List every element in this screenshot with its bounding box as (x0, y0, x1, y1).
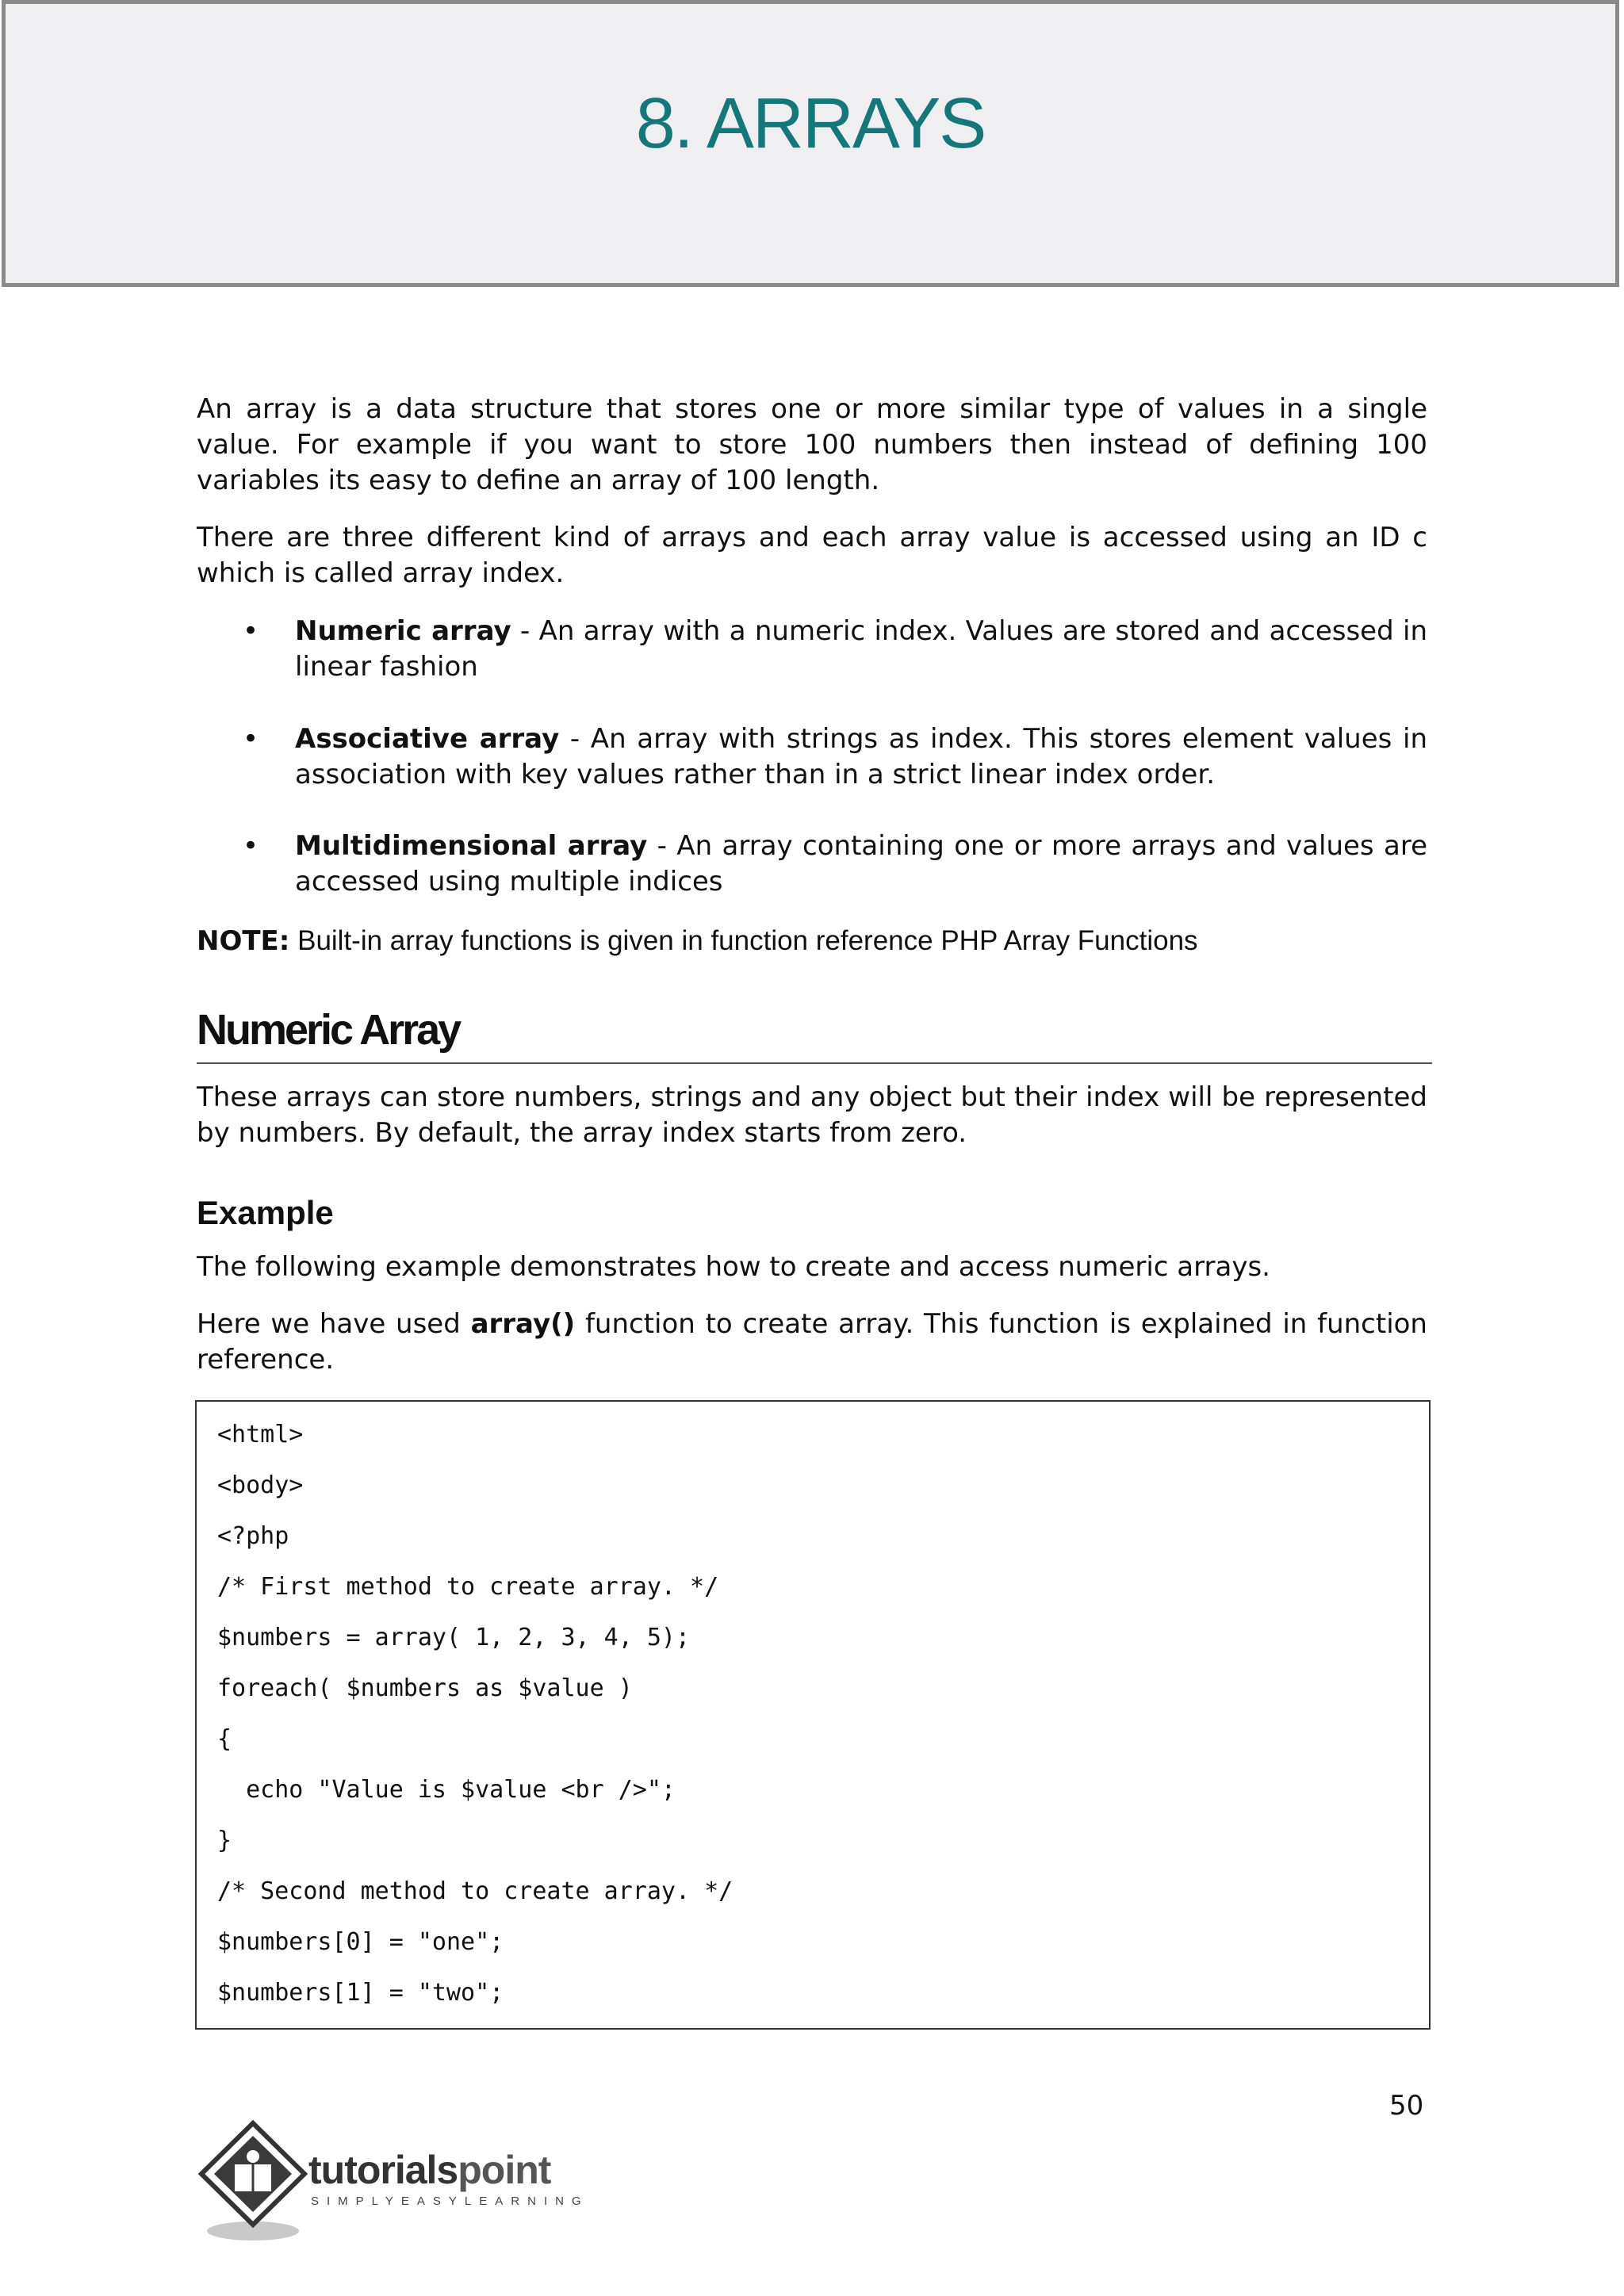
code-line: <html> (217, 1421, 304, 1448)
example-heading: Example (197, 1194, 334, 1231)
logo-brand-a: tutorials (308, 2148, 458, 2192)
section-paragraph: These arrays can store numbers, strings and any object but their index will be represented by numbers. By default, the array index starts from zero. (197, 1081, 1427, 1149)
bullet-term: Associative array (295, 723, 560, 755)
code-block (195, 1400, 1431, 2030)
intro-paragraph-1: An array is a data structure that stores one or more similar type of values in a single value. For example if you want to store 100 numbers then instead of defining 100 variables its easy to define an array of 100 length. (197, 393, 1427, 496)
code-line: $numbers = array( 1, 2, 3, 4, 5); (217, 1624, 691, 1651)
code-line: <?php (217, 1522, 289, 1550)
bullet-desc: - An array with a numeric index. Values are stored and accessed in linear fashion (295, 615, 1427, 683)
code-line: { (217, 1725, 232, 1753)
logo-wordmark (308, 2147, 550, 2193)
bullet-icon: • (243, 723, 259, 755)
code-line: $numbers[1] = "two"; (217, 1979, 504, 2007)
code-line: /* First method to create array. */ (217, 1573, 719, 1601)
code-line: } (217, 1827, 232, 1854)
example-paragraph-2 (197, 1307, 1427, 1378)
bullet-term: Numeric array (295, 615, 511, 647)
array-function-name: array() (470, 1308, 576, 1340)
note-label: NOTE: (197, 925, 290, 957)
code-line: foreach( $numbers as $value ) (217, 1674, 633, 1702)
tutorialspoint-logo (193, 2118, 606, 2245)
code-line: <body> (217, 1471, 304, 1499)
section-title: Numeric Array (197, 1006, 460, 1054)
intro-paragraph-2: There are three different kind of arrays and each array value is accessed using an ID c which is called array index. (197, 522, 1427, 589)
example-paragraph-1: The following example demonstrates how to create and access numeric arrays. (197, 1251, 1270, 1283)
note-text: Built-in array functions is given in function reference PHP Array Functions (289, 925, 1198, 956)
code-line: echo "Value is $value <br />"; (217, 1776, 676, 1804)
code-line: $numbers[0] = "one"; (217, 1928, 504, 1956)
chapter-header (2, 0, 1619, 287)
code-line: /* Second method to create array. */ (217, 1877, 733, 1905)
p3-after: function to create array. This function is explained in function reference. (197, 1308, 1427, 1376)
section-heading (197, 1002, 1432, 1064)
page-number: 50 (1389, 2090, 1424, 2122)
bullet-icon: • (243, 830, 259, 862)
chapter-title: 8. ARRAYS (635, 84, 986, 163)
logo-brand-b: point (458, 2148, 551, 2192)
bullet-desc: - An array containing one or more arrays and values are accessed using multiple indices (295, 830, 1427, 897)
bullet-desc: - An array with strings as index. This stores element values in association with key values rather than in a strict linear index order. (295, 723, 1427, 790)
bullet-icon: • (243, 615, 259, 647)
logo-emblem-icon (193, 2118, 312, 2245)
bullet-term: Multidimensional array (295, 830, 648, 862)
note (197, 923, 1427, 959)
logo-tagline: SIMPLYEASYLEARNING (311, 2195, 589, 2208)
p3-before: Here we have used (197, 1308, 471, 1340)
